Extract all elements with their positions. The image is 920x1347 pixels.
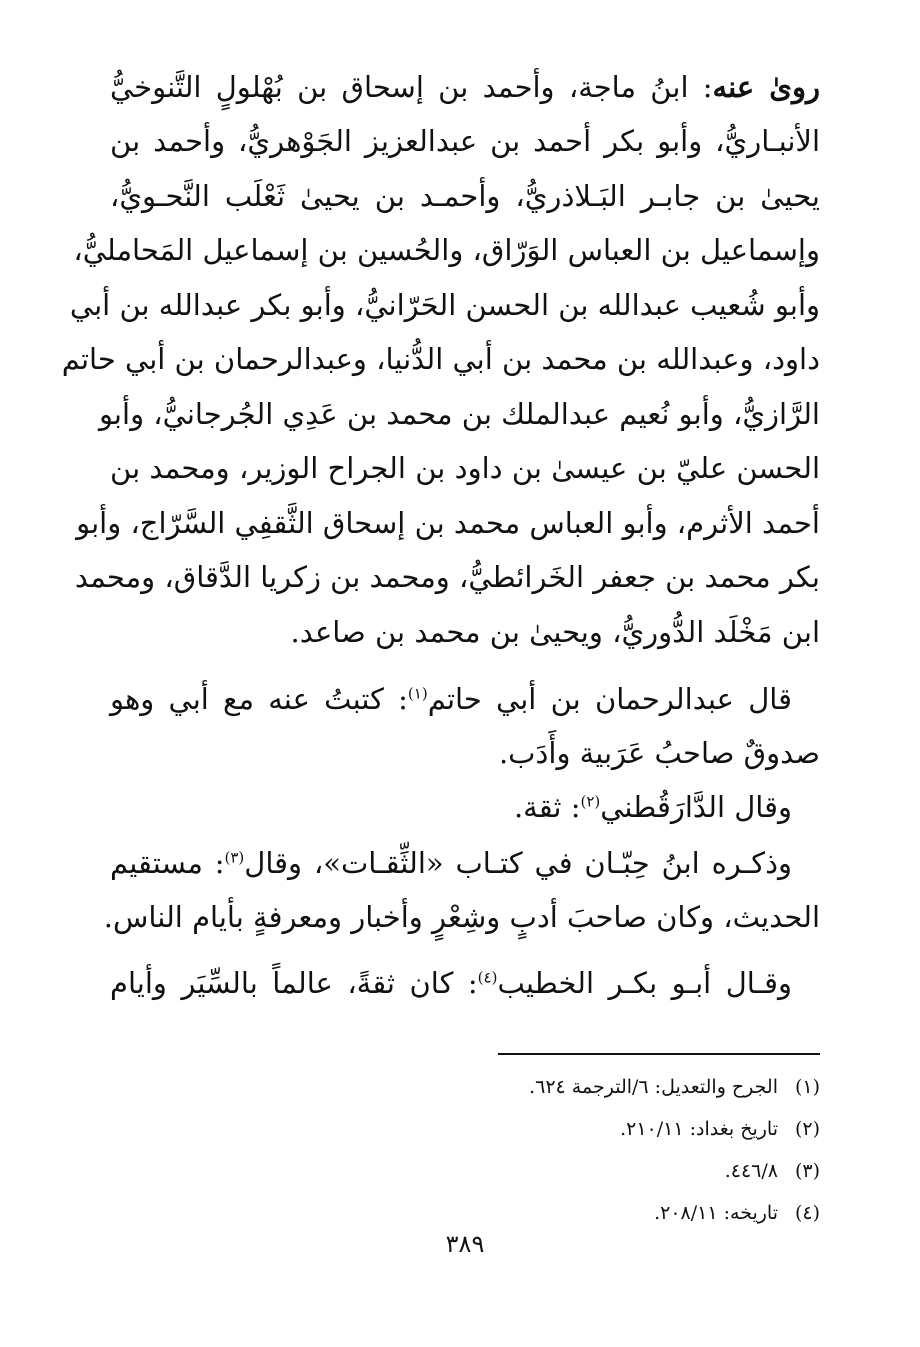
line-text: ابن مَخْلَد الدُّوريُّ، ويحيىٰ بن محمد بن صاعد. (290, 615, 820, 649)
footnote-ref[interactable]: (٣) (224, 848, 245, 867)
line-text: صدوقٌ صاحبُ عَرَبية وأَدَب. (498, 736, 820, 770)
line-text: : كان ثقةً، عالماً بالسِّيَر وأيام (110, 966, 478, 1000)
footnote-number: (٢) (794, 1118, 820, 1140)
page-number: ٣٨٩ (445, 1230, 485, 1258)
body-line (110, 836, 792, 890)
footnote-number: (١) (794, 1076, 820, 1098)
body-line (103, 890, 820, 944)
line-text: : ثقة. (513, 790, 581, 824)
footnote-ref[interactable]: (٢) (580, 792, 601, 811)
body-line (110, 60, 820, 114)
footnote-ref[interactable]: (١) (407, 684, 428, 703)
body-line (110, 726, 820, 780)
line-text: وإسماعيل بن العباس الوَرّاق، والحُسين بن إسماعيل المَحامليُّ، (73, 233, 820, 267)
line-text: الرَّازيُّ، وأبو نُعيم عبدالملك بن محمد بن عَدِي الجُرجانيُّ، وأبو (98, 397, 820, 431)
body-line (110, 114, 820, 168)
footnote (110, 1196, 820, 1230)
line-text: : مستقيم (110, 846, 225, 880)
line-text: وأبو شُعيب عبدالله بن الحسن الحَرّانيُّ، وأبو بكر عبدالله بن أبي (69, 288, 820, 322)
body-line (110, 956, 792, 1010)
footnote (110, 1070, 820, 1104)
footnote (110, 1154, 820, 1188)
line-text: الأنبـاريُّ، وأبو بكر أحمد بن عبدالعزيز الجَوْهريُّ، وأحمد بن (110, 124, 820, 158)
footnote-text: الجرح والتعديل: ٦/الترجمة ٦٢٤. (529, 1076, 778, 1098)
body-line (61, 332, 820, 386)
line-text: وقـال أبـو بكـر الخطيب (497, 966, 792, 1000)
page (61, 60, 820, 1310)
body-line (74, 550, 820, 604)
body-line (110, 605, 820, 659)
line-text: يحيىٰ بن جابـر البَـلاذريُّ، وأحمـد بن يحيىٰ ثَعْلَب النَّحـويُّ، (110, 179, 820, 213)
line-text: بكر محمد بن جعفر الخَرائطيُّ، ومحمد بن زكريا الدَّقاق، ومحمد (74, 560, 820, 594)
footnote (110, 1112, 820, 1146)
footnote-separator (498, 1053, 820, 1055)
body-line (76, 496, 820, 550)
line-text: وذكـره ابنُ حِبّـان في كتـاب «الثِّقـات»، وقال (244, 846, 792, 880)
body-line (110, 169, 820, 223)
line-text: : ابنُ ماجة، وأحمد بن إسحاق بن بُهْلولٍ التَّنوخيُّ (110, 70, 713, 104)
body-line (98, 387, 820, 441)
line-text: : كتبتُ عنه مع أبي وهو (110, 682, 408, 716)
line-text: داود، وعبدالله بن محمد بن أبي الدُّنيا، وعبدالرحمان بن أبي حاتم (61, 342, 820, 376)
body-line (69, 278, 820, 332)
footnote-text: تاريخه: ٢٠٨/١١. (654, 1202, 778, 1224)
footnote-number: (٣) (794, 1160, 820, 1182)
footnote-number: (٤) (794, 1202, 820, 1224)
footnote-ref[interactable]: (٤) (477, 968, 498, 987)
line-text: الحديث، وكان صاحبَ أدبٍ وشِعْرٍ وأخبار ومعرفةٍ بأيام الناس. (103, 900, 820, 934)
body-line (110, 441, 820, 495)
footnote-text: ٤٤٦/٨. (724, 1160, 778, 1182)
body-line (73, 223, 820, 277)
line-text: وقال الدَّارَقُطني (600, 790, 792, 824)
body-line (110, 672, 792, 726)
line-text: قال عبدالرحمان بن أبي حاتم (427, 682, 792, 716)
body-line (110, 780, 792, 834)
line-text: أحمد الأثرم، وأبو العباس محمد بن إسحاق الثَّقفِي السَّرّاج، وأبو (76, 506, 820, 540)
line-text: الحسن عليّ بن عيسىٰ بن داود بن الجراح الوزير، ومحمد بن (110, 451, 820, 485)
section-lead: روىٰ عنه (712, 70, 820, 104)
footnote-text: تاريخ بغداد: ٢١٠/١١. (620, 1118, 778, 1140)
